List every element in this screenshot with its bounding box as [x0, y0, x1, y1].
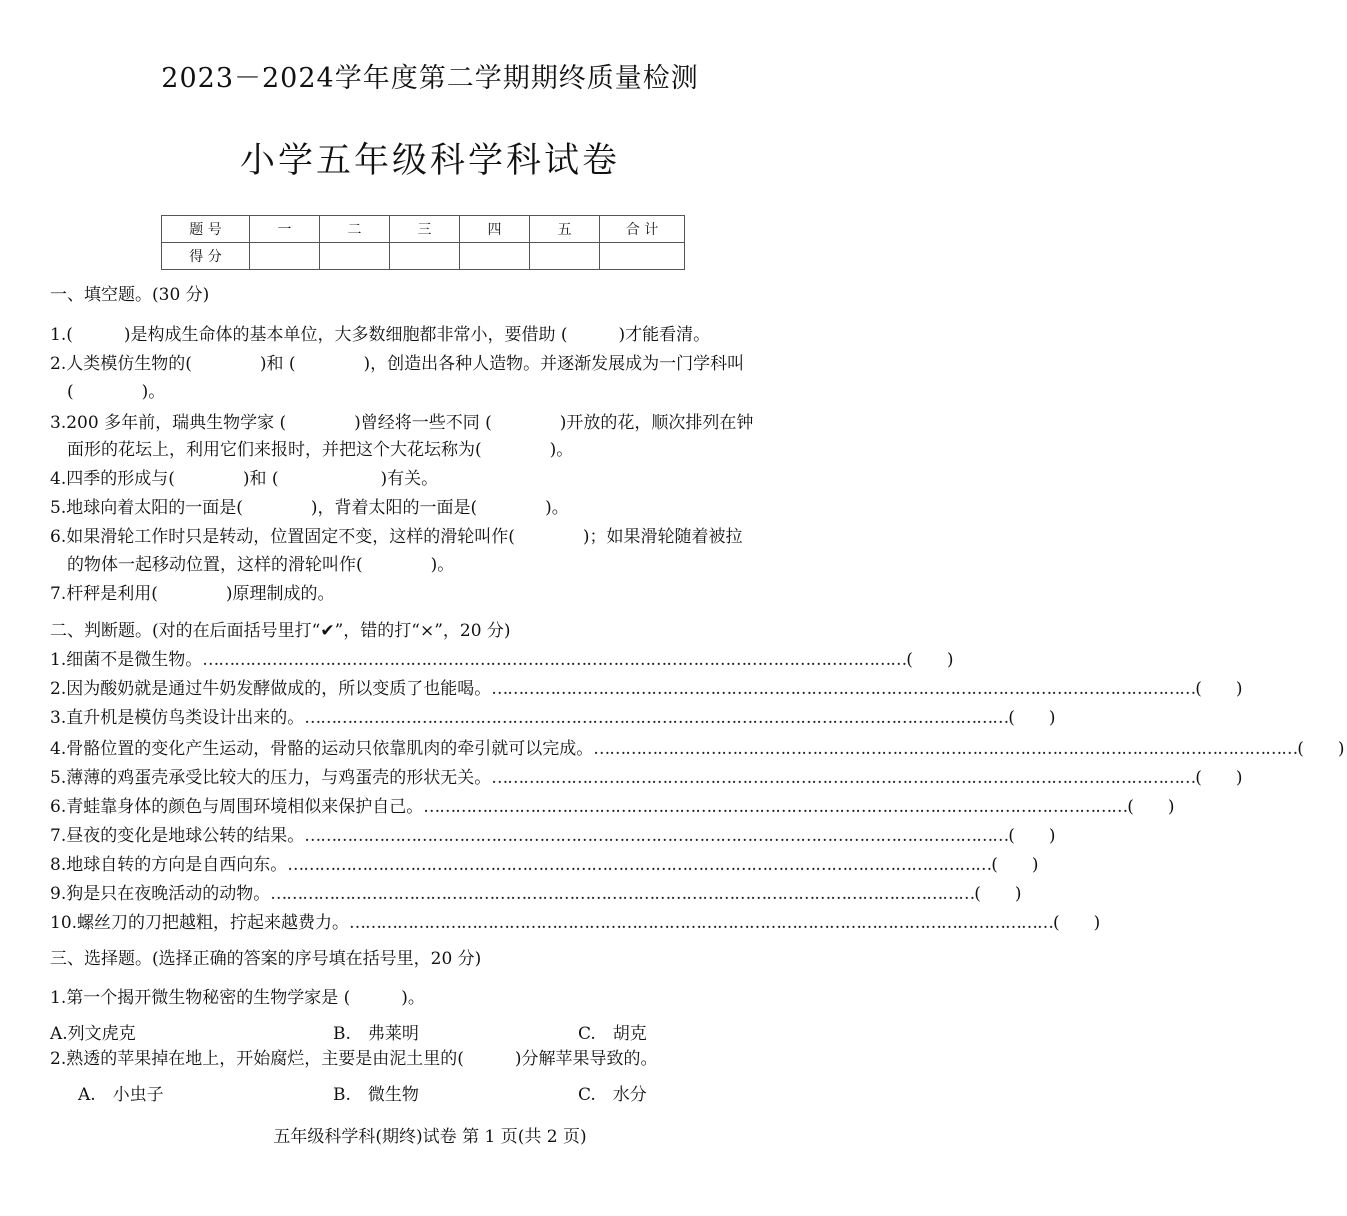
true-false-question: 3.直升机是模仿鸟类设计出来的。 — [50, 708, 305, 728]
leader-dots: …………………………………………………………………………………………………………………… — [423, 797, 1128, 817]
leader-dots: …………………………………………………………………………………………………………………… — [491, 679, 1196, 699]
fill-blank-line: 面形的花坛上，利用它们来报时，并把这个大花坛称为( )。 — [50, 440, 574, 460]
fill-blank-line: 4.四季的形成与( )和 ( )有关。 — [50, 469, 439, 489]
score-cell — [250, 243, 320, 270]
true-false-question: 2.因为酸奶就是通过牛奶发酵做成的，所以变质了也能喝。 — [50, 679, 492, 699]
answer-bracket: ( ) — [1195, 768, 1243, 788]
score-table-score-row — [162, 243, 685, 270]
score-cell: 四 — [460, 216, 530, 243]
true-false-question: 5.薄薄的鸡蛋壳承受比较大的压力，与鸡蛋壳的形状无关。 — [50, 768, 492, 788]
choice-option-c: C. 水分 — [578, 1085, 647, 1105]
true-false-question: 9.狗是只在夜晚活动的动物。 — [50, 884, 271, 904]
answer-bracket: ( ) — [906, 650, 954, 670]
exam-paper-title: 小学五年级科学科试卷 — [239, 141, 620, 181]
choice-option-b: B. 弗莱明 — [333, 1024, 419, 1044]
answer-bracket: ( ) — [1127, 797, 1175, 817]
leader-dots: …………………………………………………………………………………………………………………… — [304, 826, 1009, 846]
choice-option-c: C. 胡克 — [578, 1024, 647, 1044]
score-cell: 五 — [530, 216, 600, 243]
true-false-item — [50, 796, 1175, 818]
score-table — [161, 215, 685, 270]
true-false-item — [50, 707, 1056, 729]
answer-bracket: ( ) — [1008, 826, 1056, 846]
score-cell — [600, 243, 685, 270]
leader-dots: …………………………………………………………………………………………………………………… — [270, 884, 975, 904]
score-table-header-row — [162, 216, 685, 243]
true-false-item — [50, 738, 1345, 760]
fill-blank-line: 7.杆秤是利用( )原理制成的。 — [50, 584, 335, 604]
answer-bracket: ( ) — [974, 884, 1022, 904]
true-false-question: 10.螺丝刀的刀把越粗，拧起来越费力。 — [50, 913, 350, 933]
score-cell — [390, 243, 460, 270]
true-false-question: 4.骨骼位置的变化产生运动，骨骼的运动只依靠肌肉的牵引就可以完成。 — [50, 739, 594, 759]
fill-blank-line: 3.200 多年前，瑞典生物学家 ( )曾经将一些不同 ( )开放的花，顺次排列在钟 — [50, 413, 754, 433]
choice-option-a: A.列文虎克 — [50, 1024, 136, 1044]
answer-bracket: ( ) — [991, 855, 1039, 875]
score-cell: 三 — [390, 216, 460, 243]
fill-blank-line: 5.地球向着太阳的一面是( )，背着太阳的一面是( )。 — [50, 498, 569, 518]
score-cell: 得 分 — [162, 243, 250, 270]
choice-option-b: B. 微生物 — [333, 1085, 419, 1105]
leader-dots: …………………………………………………………………………………………………………………… — [593, 739, 1298, 759]
page-footer: 五年级科学科(期终)试卷 第 1 页(共 2 页) — [273, 1127, 587, 1147]
true-false-question: 1.细菌不是微生物。 — [50, 650, 203, 670]
leader-dots: …………………………………………………………………………………………………………………… — [349, 913, 1054, 933]
score-cell: 题 号 — [162, 216, 250, 243]
score-cell — [460, 243, 530, 270]
leader-dots: …………………………………………………………………………………………………………………… — [304, 708, 1009, 728]
choice-question-stem: 1.第一个揭开微生物秘密的生物学家是 ( )。 — [50, 988, 425, 1008]
exam-period-title: 2023－2024学年度第二学期期终质量检测 — [161, 63, 699, 94]
answer-bracket: ( ) — [1297, 739, 1345, 759]
fill-blank-line: 6.如果滑轮工作时只是转动，位置固定不变，这样的滑轮叫作( )；如果滑轮随着被拉 — [50, 527, 743, 547]
true-false-item — [50, 883, 1022, 905]
choice-option-a: A. 小虫子 — [78, 1085, 164, 1105]
true-false-question: 6.青蛙靠身体的颜色与周围环境相似来保护自己。 — [50, 797, 424, 817]
score-cell — [530, 243, 600, 270]
true-false-question: 8.地球自转的方向是自西向东。 — [50, 855, 288, 875]
true-false-item — [50, 767, 1243, 789]
answer-bracket: ( ) — [1008, 708, 1056, 728]
score-cell: 一 — [250, 216, 320, 243]
fill-blank-line: ( )。 — [50, 382, 166, 402]
score-cell: 合 计 — [600, 216, 685, 243]
true-false-item — [50, 854, 1039, 876]
true-false-item — [50, 649, 954, 671]
section-heading-multiple-choice: 三、选择题。(选择正确的答案的序号填在括号里，20 分) — [50, 949, 482, 969]
score-cell — [320, 243, 390, 270]
section-heading-true-false: 二、判断题。(对的在后面括号里打“✔”，错的打“×”，20 分) — [50, 621, 511, 641]
answer-bracket: ( ) — [1053, 913, 1101, 933]
section-heading-fill-blank: 一、填空题。(30 分) — [50, 285, 210, 305]
true-false-question: 7.昼夜的变化是地球公转的结果。 — [50, 826, 305, 846]
fill-blank-line: 1.( )是构成生命体的基本单位，大多数细胞都非常小，要借助 ( )才能看清。 — [50, 325, 711, 345]
true-false-item — [50, 912, 1101, 934]
score-cell: 二 — [320, 216, 390, 243]
leader-dots: …………………………………………………………………………………………………………………… — [491, 768, 1196, 788]
leader-dots: …………………………………………………………………………………………………………………… — [202, 650, 907, 670]
leader-dots: …………………………………………………………………………………………………………………… — [287, 855, 992, 875]
answer-bracket: ( ) — [1195, 679, 1243, 699]
choice-question-stem: 2.熟透的苹果掉在地上，开始腐烂，主要是由泥土里的( )分解苹果导致的。 — [50, 1049, 658, 1069]
true-false-item — [50, 678, 1243, 700]
fill-blank-line: 的物体一起移动位置，这样的滑轮叫作( )。 — [50, 555, 455, 575]
fill-blank-line: 2.人类模仿生物的( )和 ( )，创造出各种人造物。并逐渐发展成为一门学科叫 — [50, 354, 745, 374]
true-false-item — [50, 825, 1056, 847]
